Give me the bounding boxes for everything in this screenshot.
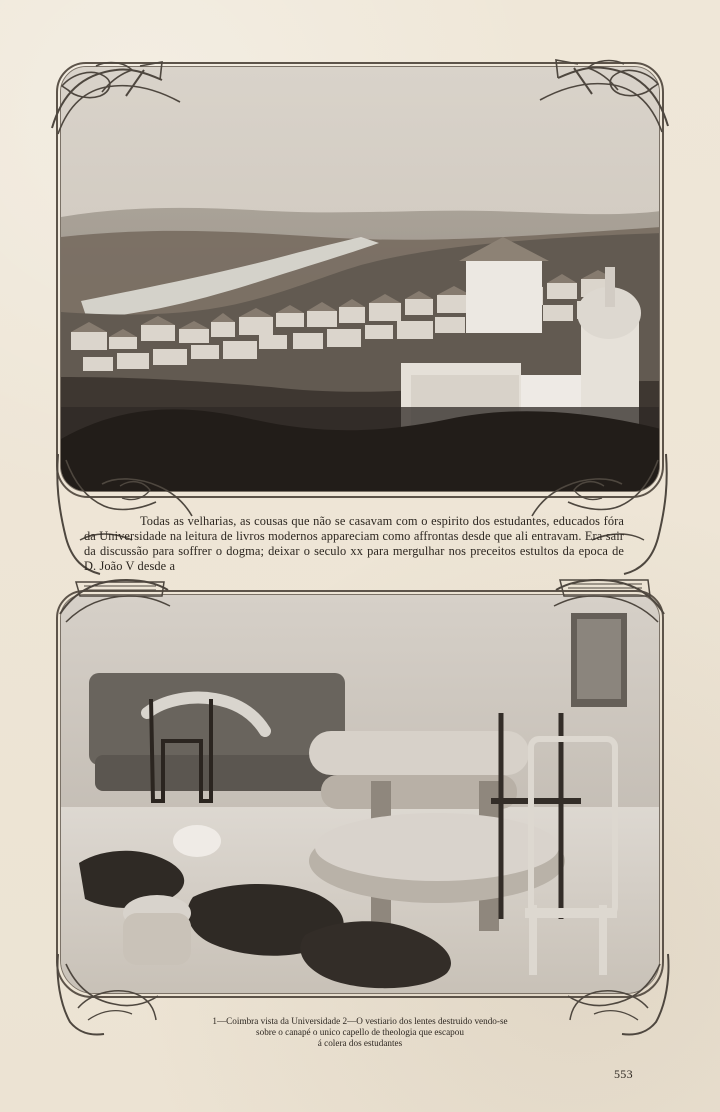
top-photo-image: [61, 67, 660, 492]
bottom-photograph: [60, 594, 660, 994]
top-caption: [84, 514, 624, 574]
bottom-caption-line-2: sobre o canapé o unico capello de theologia que escapou: [256, 1027, 464, 1037]
page-number: 553: [614, 1067, 633, 1081]
bottom-caption-line-3: á colera dos estudantes: [317, 1038, 403, 1048]
bottom-caption: [184, 1016, 536, 1049]
top-caption-text: Todas as velharias, as cousas que não se casavam com o espirito dos estudantes, educados fóra da Universidade na leitura de livros modernos appareciam como affrontas desde que ali entravam. Era sair da discussão para soffrer o dogma; deixar o seculo xx para mergulhar nos preceitos estultos da epoca de D. João V desde a: [84, 514, 624, 573]
bottom-caption-line-1: 1—Coimbra vista da Universidade 2—O vestiario dos lentes destruido vendo-se: [212, 1016, 508, 1026]
top-photograph: [60, 66, 660, 492]
bottom-photo-image: [61, 595, 660, 994]
